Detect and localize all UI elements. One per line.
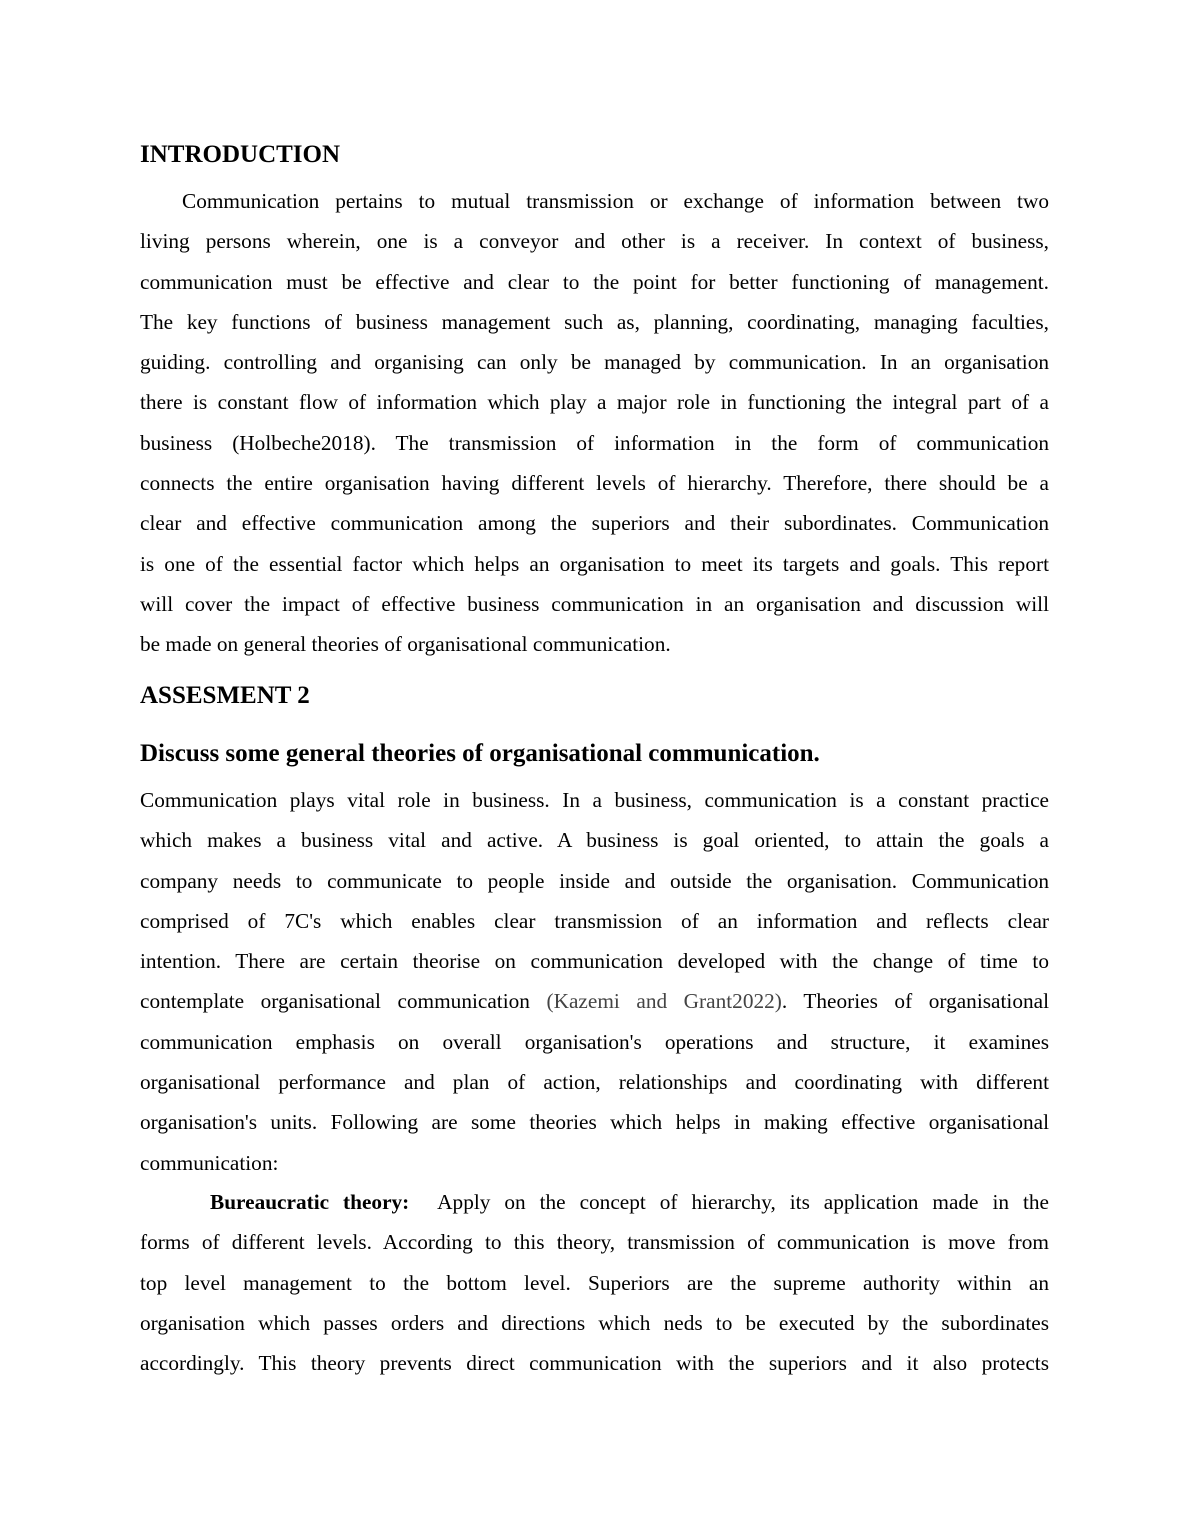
- paragraph-line: intention. There are certain theorise on communication developed with the change of time to: [140, 949, 1049, 974]
- paragraph-line: communication emphasis on overall organisation's operations and structure, it examines: [140, 1029, 1049, 1054]
- paragraph-line: connects the entire organisation having different levels of hierarchy. Therefore, there should be a: [140, 471, 1049, 496]
- paragraph-line: be made on general theories of organisational communication.: [140, 632, 671, 657]
- paragraph-line: Communication plays vital role in business. In a business, communication is a constant practice: [140, 788, 1049, 812]
- paragraph-line: organisation's units. Following are some theories which helps in making effective organisational: [140, 1110, 1049, 1135]
- paragraph-line: contemplate organisational communication (Kazemi and Grant2022). Theories of organisational: [140, 989, 1049, 1014]
- introduction-paragraph: [140, 181, 1049, 665]
- theories-paragraph: [140, 780, 1049, 1183]
- paragraph-line: is one of the essential factor which helps an organisation to meet its targets and goals. This report: [140, 551, 1049, 576]
- paragraph-line: The key functions of business management such as, planning, coordinating, managing faculties,: [140, 309, 1049, 334]
- paragraph-line: Bureaucratic theory: Apply on the concept of hierarchy, its application made in the: [210, 1190, 1049, 1214]
- citation: (Kazemi and Grant2022): [546, 989, 782, 1014]
- paragraph-line: living persons wherein, one is a conveyor and other is a receiver. In context of business,: [140, 229, 1049, 254]
- question-heading: Discuss some general theories of organisational communication.: [140, 740, 820, 767]
- paragraph-line: organisation which passes orders and directions which neds to be executed by the subordinates: [140, 1310, 1049, 1335]
- paragraph-line: will cover the impact of effective business communication in an organisation and discussion will: [140, 591, 1049, 616]
- paragraph-line: communication:: [140, 1150, 279, 1175]
- paragraph-line: which makes a business vital and active. A business is goal oriented, to attain the goals a: [140, 828, 1049, 853]
- paragraph-line: top level management to the bottom level. Superiors are the supreme authority within an: [140, 1270, 1049, 1295]
- paragraph-line: Communication pertains to mutual transmission or exchange of information between two: [182, 189, 1049, 213]
- paragraph-line: there is constant flow of information which play a major role in functioning the integral part of a: [140, 390, 1049, 415]
- paragraph-line: business (Holbeche2018). The transmission of information in the form of communication: [140, 430, 1049, 455]
- paragraph-line: organisational performance and plan of action, relationships and coordinating with different: [140, 1070, 1049, 1095]
- paragraph-line: company needs to communicate to people inside and outside the organisation. Communication: [140, 868, 1049, 893]
- introduction-heading: INTRODUCTION: [140, 141, 341, 168]
- assessment-heading: ASSESMENT 2: [140, 682, 310, 709]
- paragraph-line: communication must be effective and clear to the point for better functioning of management.: [140, 269, 1049, 294]
- paragraph-line: forms of different levels. According to this theory, transmission of communication is move from: [140, 1230, 1049, 1255]
- term-label: Bureaucratic theory:: [210, 1190, 410, 1214]
- bureaucratic-paragraph: [140, 1182, 1049, 1383]
- paragraph-line: comprised of 7C's which enables clear transmission of an information and reflects clear: [140, 908, 1049, 933]
- paragraph-line: guiding. controlling and organising can only be managed by communication. In an organisation: [140, 350, 1049, 375]
- paragraph-line: accordingly. This theory prevents direct communication with the superiors and it also protects: [140, 1351, 1049, 1376]
- paragraph-line: clear and effective communication among the superiors and their subordinates. Communication: [140, 511, 1049, 536]
